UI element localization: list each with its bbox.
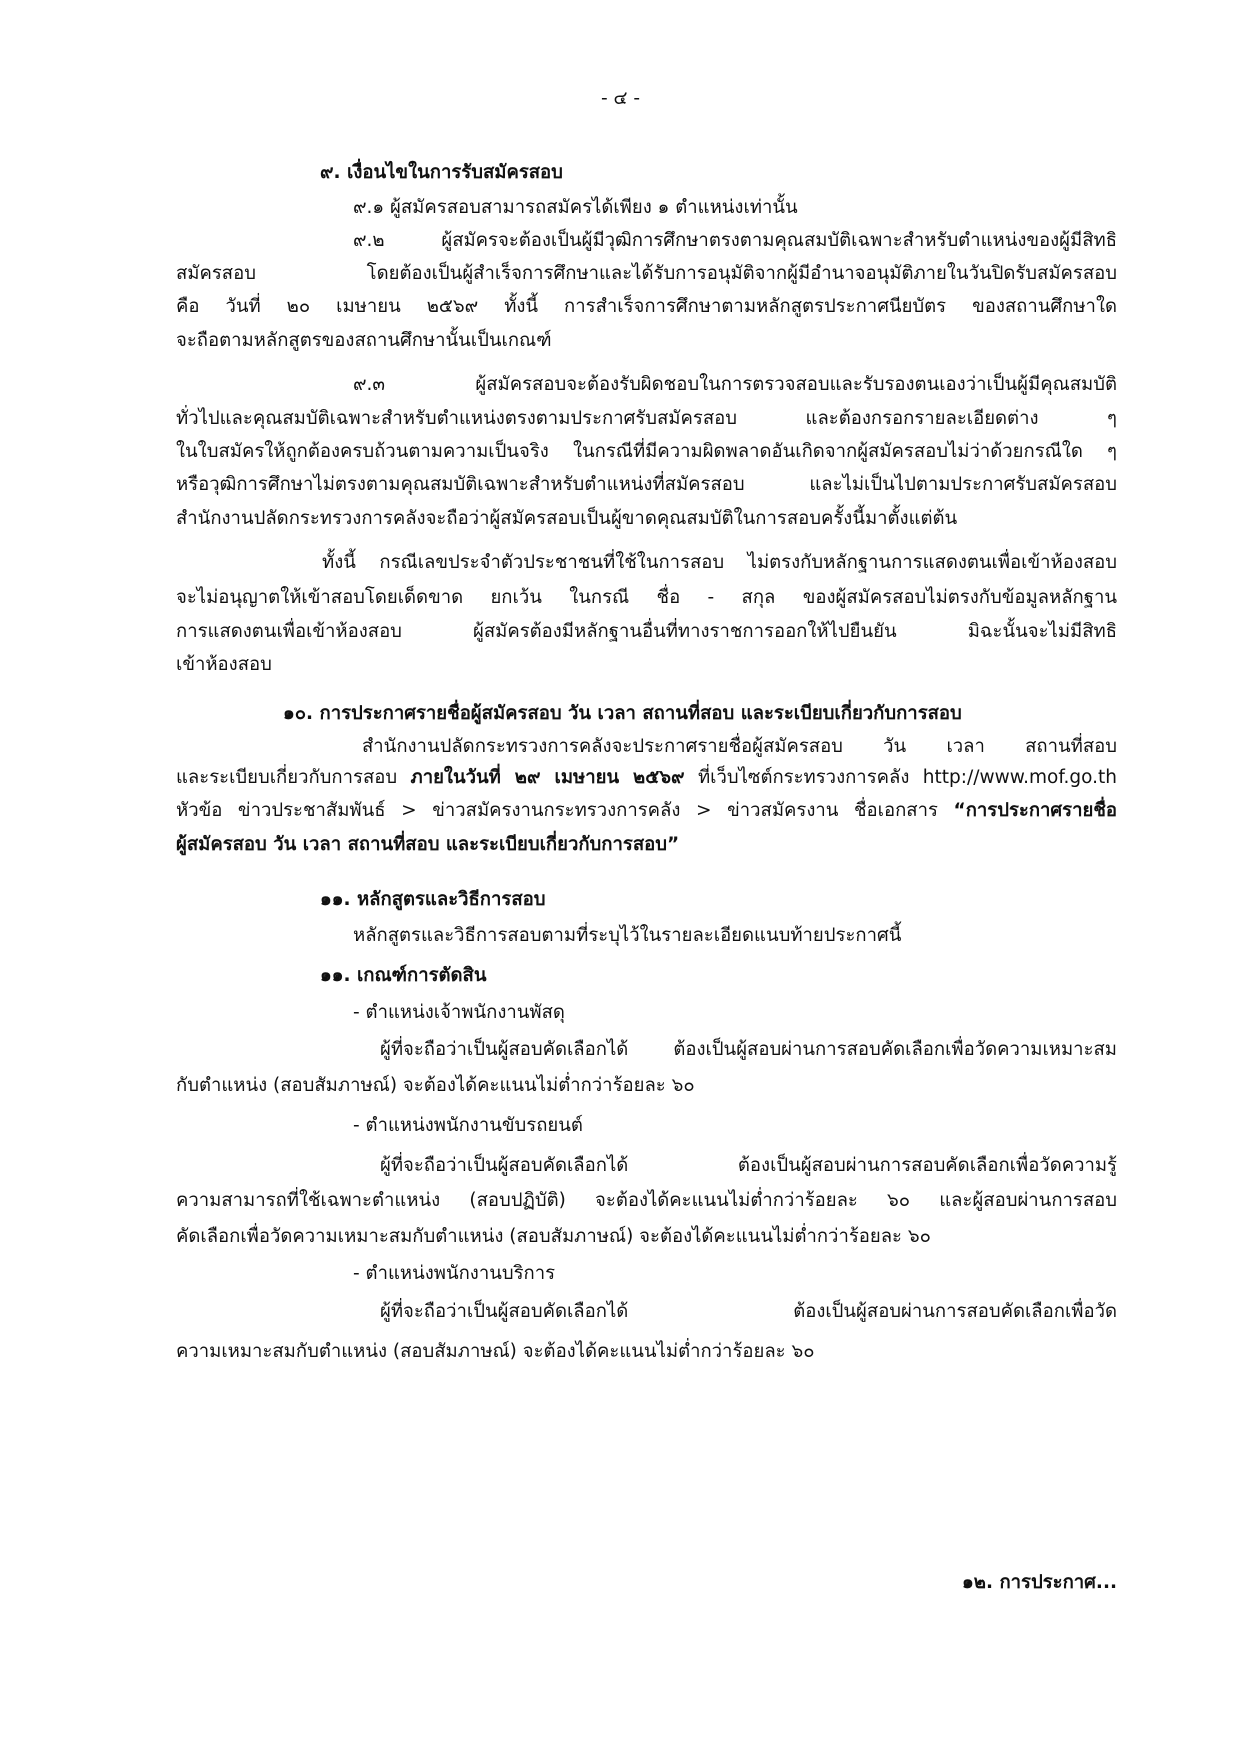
text-line [283,701,962,727]
text: หลักสูตรและวิธีการสอบตามที่ระบุไว้ในรายละเอียดแนบท้ายประกาศนี้ [353,925,902,946]
text: คือ วันที่ ๒๐ เมษายน ๒๕๖๙ ทั้งนี้ การสำเร็จการศึกษาตามหลักสูตรประกาศนียบัตร ของสถานศึกษาใด [176,296,1117,317]
text: จะไม่อนุญาตให้เข้าสอบโดยเด็ดขาด ยกเว้น ในกรณี ชื่อ - สกุล ของผู้สมัครสอบไม่ตรงกับข้อมูลหลักฐาน [176,587,1117,608]
bold-text: “การประกาศรายชื่อ [953,800,1117,821]
text-line [322,550,1117,576]
text: ทั่วไปและคุณสมบัติเฉพาะสำหรับตำแหน่งตรงตามประกาศรับสมัครสอบ และต้องกรอกรายละเอียดต่าง ๆ [176,408,1117,429]
text: - ตำแหน่งพนักงานขับรถยนต์ [353,1115,583,1136]
continuation-marker: ๑๒. การประกาศ... [962,1572,1117,1593]
text: กับตำแหน่ง (สอบสัมภาษณ์) จะต้องได้คะแนนไม่ต่ำกว่าร้อยละ ๖๐ [176,1075,695,1096]
text: ที่เว็บไซต์กระทรวงการคลัง http://www.mof.go.th [684,767,1118,788]
text-line [353,1261,555,1287]
text: หัวข้อ ข่าวประชาสัมพันธ์ > ข่าวสมัครงานกระทรวงการคลัง > ข่าวสมัครงาน ชื่อเอกสาร [176,800,954,821]
text: - ตำแหน่งเจ้าพนักงานพัสดุ [353,1002,565,1023]
text-line [176,261,1117,287]
text-line [353,372,1117,398]
text-line [176,506,957,532]
text-line [353,1113,583,1139]
text: สำนักงานปลัดกระทรวงการคลังจะถือว่าผู้สมัครสอบเป็นผู้ขาดคุณสมบัติในการสอบครั้งนี้มาตั้งแต่ต้น [176,508,958,529]
text-line [176,1339,815,1365]
bold-text: ๑๑. เกณฑ์การตัดสิน [320,965,487,986]
text: การแสดงตนเพื่อเข้าห้องสอบ ผู้สมัครต้องมีหลักฐานอื่นที่ทางราชการออกให้ไปยืนยัน มิฉะนั้นจะไม่มีสิทธิ [176,621,1117,642]
text-line [380,1299,1117,1325]
text: ในใบสมัครให้ถูกต้องครบถ้วนตามความเป็นจริง ในกรณีที่มีความผิดพลาดอันเกิดจากผู้สมัครสอบไม่ว่าด้วยกรณีใด ๆ [176,441,1117,462]
text-line [353,1000,565,1026]
text: ผู้ที่จะถือว่าเป็นผู้สอบคัดเลือกได้ ต้องเป็นผู้สอบผ่านการสอบคัดเลือกเพื่อวัดความเหมาะสม [380,1039,1117,1060]
bold-text: ภายในวันที่ ๒๙ เมษายน ๒๕๖๙ [410,767,685,788]
text-line [320,160,563,186]
bold-text: ผู้สมัครสอบ วัน เวลา สถานที่สอบ และระเบียบเกี่ยวกับการสอบ” [176,834,680,855]
text-line [380,1037,1117,1063]
text-line [176,1224,931,1250]
text-line [176,832,679,858]
text: หรือวุฒิการศึกษาไม่ตรงตามคุณสมบัติเฉพาะสำหรับตำแหน่งที่สมัครสอบ และไม่เป็นไปตามประกาศรับสมัครสอบ [176,474,1117,495]
text: เข้าห้องสอบ [176,654,272,675]
text: ผู้ที่จะถือว่าเป็นผู้สอบคัดเลือกได้ ต้องเป็นผู้สอบผ่านการสอบคัดเลือกเพื่อวัดความรู้ [380,1155,1117,1176]
text: ๙.๑ ผู้สมัครสอบสามารถสมัครได้เพียง ๑ ตำแหน่งเท่านั้น [353,197,798,218]
text: สมัครสอบ โดยต้องเป็นผู้สำเร็จการศึกษาและได้รับการอนุมัติจากผู้มีอำนาจอนุมัติภายในวันปิดรับสมัครสอบ [176,263,1117,284]
text-line [320,887,545,913]
text-line [176,472,1117,498]
text: สำนักงานปลัดกระทรวงการคลังจะประกาศรายชื่อผู้สมัครสอบ วัน เวลา สถานที่สอบ [362,736,1117,757]
bold-text: ๑๐. การประกาศรายชื่อผู้สมัครสอบ วัน เวลา สถานที่สอบ และระเบียบเกี่ยวกับการสอบ [283,703,962,724]
text: ทั้งนี้ กรณีเลขประจำตัวประชาชนที่ใช้ในการสอบ ไม่ตรงกับหลักฐานการแสดงตนเพื่อเข้าห้องสอบ [322,552,1117,573]
text-line [362,734,1117,760]
text: และระเบียบเกี่ยวกับการสอบ [176,767,411,788]
text: - ตำแหน่งพนักงานบริการ [353,1263,556,1284]
text: ความเหมาะสมกับตำแหน่ง (สอบสัมภาษณ์) จะต้องได้คะแนนไม่ต่ำกว่าร้อยละ ๖๐ [176,1341,815,1362]
text-line [380,1153,1117,1179]
text: ๙.๒ ผู้สมัครจะต้องเป็นผู้มีวุฒิการศึกษาตรงตามคุณสมบัติเฉพาะสำหรับตำแหน่งของผู้มีสิทธิ [353,230,1117,251]
text-line [176,294,1117,320]
text-line [176,439,1117,465]
text-line [176,652,272,678]
page-number: - ๔ - [600,88,641,109]
text-line [176,619,1117,645]
text-line [176,585,1117,611]
text-line [353,195,798,221]
text-line [176,1073,695,1099]
text-line [176,765,1117,791]
text-line [176,328,552,354]
text-line [176,406,1117,432]
text: คัดเลือกเพื่อวัดความเหมาะสมกับตำแหน่ง (สอบสัมภาษณ์) จะต้องได้คะแนนไม่ต่ำกว่าร้อยละ ๖๐ [176,1226,931,1247]
text-line [353,228,1117,254]
text-line [176,1188,1117,1214]
text: ผู้ที่จะถือว่าเป็นผู้สอบคัดเลือกได้ ต้องเป็นผู้สอบผ่านการสอบคัดเลือกเพื่อวัด [380,1301,1117,1322]
text-line [320,963,487,989]
text: ความสามารถที่ใช้เฉพาะตำแหน่ง (สอบปฏิบัติ) จะต้องได้คะแนนไม่ต่ำกว่าร้อยละ ๖๐ และผู้สอบผ่านการสอบ [176,1190,1117,1211]
bold-text: ๙. เงื่อนไขในการรับสมัครสอบ [320,162,563,183]
text-line [353,923,901,949]
text: ๙.๓ ผู้สมัครสอบจะต้องรับผิดชอบในการตรวจสอบและรับรองตนเองว่าเป็นผู้มีคุณสมบัติ [353,374,1117,395]
text: จะถือตามหลักสูตรของสถานศึกษานั้นเป็นเกณฑ์ [176,330,552,351]
bold-text: ๑๑. หลักสูตรและวิธีการสอบ [320,889,546,910]
text-line [176,798,1117,824]
